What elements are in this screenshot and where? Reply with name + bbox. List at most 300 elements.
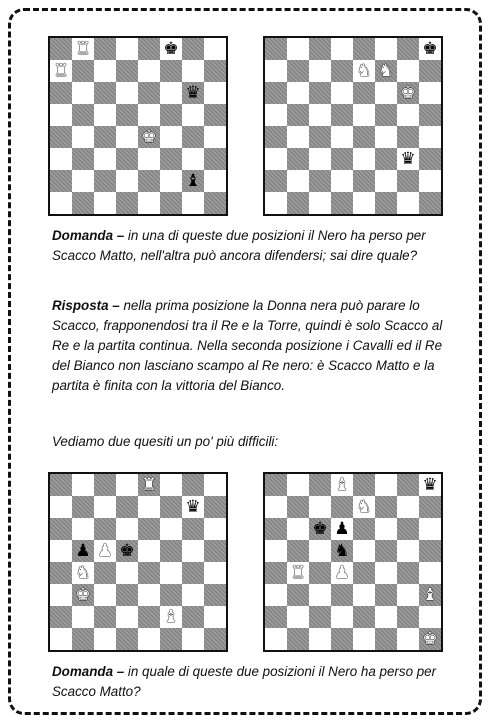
square-f7 (160, 496, 182, 518)
square-a7 (265, 496, 287, 518)
square-g1 (182, 628, 204, 650)
white-bishop-icon: ♝ (422, 584, 438, 605)
black-king-icon: ♚ (422, 38, 438, 59)
square-h2 (204, 606, 226, 628)
square-d5 (116, 104, 138, 126)
black-king-icon: ♚ (312, 518, 328, 539)
square-f2 (375, 170, 397, 192)
square-d5 (116, 540, 138, 562)
white-bishop-icon: ♝ (163, 606, 179, 627)
square-d1 (116, 192, 138, 214)
question-1-paragraph (52, 226, 452, 266)
square-a8 (50, 38, 72, 60)
square-g5 (397, 104, 419, 126)
black-queen-icon: ♛ (400, 148, 416, 169)
square-g6 (182, 518, 204, 540)
square-e3 (353, 584, 375, 606)
square-a5 (50, 540, 72, 562)
square-f3 (160, 584, 182, 606)
square-g7 (397, 496, 419, 518)
square-a4 (50, 562, 72, 584)
square-f3 (160, 148, 182, 170)
square-f3 (375, 584, 397, 606)
square-e4 (353, 126, 375, 148)
square-a6 (265, 518, 287, 540)
square-f1 (160, 192, 182, 214)
black-queen-icon: ♛ (185, 82, 201, 103)
square-d3 (331, 584, 353, 606)
square-f4 (160, 126, 182, 148)
intro-paragraph (52, 432, 452, 452)
square-a3 (265, 148, 287, 170)
black-bishop-icon: ♝ (185, 170, 201, 191)
square-b5 (287, 104, 309, 126)
square-d7 (331, 496, 353, 518)
square-a8 (50, 474, 72, 496)
square-c4 (309, 562, 331, 584)
square-g8 (182, 474, 204, 496)
square-a7 (50, 60, 72, 82)
square-d1 (331, 628, 353, 650)
square-d8 (116, 38, 138, 60)
square-c2 (94, 606, 116, 628)
question-1-text: in una di queste due posizioni il Nero ha perso per Scacco Matto, nell'altra può ancora difendersi; sai dire quale? (52, 228, 426, 263)
square-c7 (309, 496, 331, 518)
square-c5 (309, 540, 331, 562)
square-g3 (182, 148, 204, 170)
square-g5 (182, 104, 204, 126)
square-h8 (419, 474, 441, 496)
square-g4 (182, 126, 204, 148)
white-knight-icon: ♞ (356, 60, 372, 81)
square-c4 (309, 126, 331, 148)
square-h5 (204, 540, 226, 562)
square-a6 (265, 82, 287, 104)
square-a1 (265, 192, 287, 214)
square-e2 (353, 606, 375, 628)
white-king-icon: ♚ (400, 82, 416, 103)
white-rook-icon: ♜ (141, 474, 157, 495)
square-h3 (204, 148, 226, 170)
square-b7 (287, 496, 309, 518)
square-f7 (375, 60, 397, 82)
square-b1 (72, 192, 94, 214)
square-e2 (353, 170, 375, 192)
square-e1 (138, 192, 160, 214)
square-g4 (397, 562, 419, 584)
square-e1 (353, 192, 375, 214)
square-e7 (138, 60, 160, 82)
square-c3 (309, 584, 331, 606)
square-b4 (287, 562, 309, 584)
white-king-icon: ♚ (141, 126, 157, 147)
square-g8 (397, 474, 419, 496)
square-d4 (331, 126, 353, 148)
white-king-icon: ♚ (422, 628, 438, 649)
square-c3 (94, 584, 116, 606)
square-c2 (309, 606, 331, 628)
square-a1 (50, 192, 72, 214)
square-f6 (160, 518, 182, 540)
square-d2 (331, 170, 353, 192)
square-a8 (265, 38, 287, 60)
square-g1 (397, 192, 419, 214)
square-e8 (138, 474, 160, 496)
square-b8 (287, 474, 309, 496)
square-e6 (138, 82, 160, 104)
square-g2 (397, 170, 419, 192)
square-b2 (72, 170, 94, 192)
square-e5 (353, 540, 375, 562)
square-e6 (353, 82, 375, 104)
square-b4 (72, 126, 94, 148)
square-f7 (375, 496, 397, 518)
square-c8 (94, 474, 116, 496)
question-2-text: in quale di queste due posizioni il Nero ha perso per Scacco Matto? (52, 664, 437, 699)
square-c7 (94, 60, 116, 82)
square-c2 (309, 170, 331, 192)
square-f6 (160, 82, 182, 104)
square-b3 (287, 148, 309, 170)
square-b7 (72, 60, 94, 82)
square-h6 (419, 518, 441, 540)
square-f6 (375, 82, 397, 104)
chessboard-2 (263, 36, 443, 216)
square-b4 (72, 562, 94, 584)
square-f1 (375, 192, 397, 214)
square-f1 (160, 628, 182, 650)
square-d1 (331, 192, 353, 214)
square-g6 (182, 82, 204, 104)
square-b6 (287, 518, 309, 540)
square-b2 (287, 170, 309, 192)
square-g5 (182, 540, 204, 562)
square-h1 (419, 192, 441, 214)
square-c6 (94, 82, 116, 104)
square-g3 (397, 148, 419, 170)
square-e4 (138, 562, 160, 584)
square-d7 (116, 60, 138, 82)
square-f1 (375, 628, 397, 650)
square-d8 (116, 474, 138, 496)
square-b7 (72, 496, 94, 518)
square-e4 (138, 126, 160, 148)
square-g6 (397, 82, 419, 104)
square-e5 (353, 104, 375, 126)
square-h6 (204, 518, 226, 540)
square-f4 (375, 126, 397, 148)
square-b1 (287, 192, 309, 214)
square-h4 (204, 562, 226, 584)
square-a7 (50, 496, 72, 518)
square-h4 (204, 126, 226, 148)
square-a4 (50, 126, 72, 148)
square-b4 (287, 126, 309, 148)
square-b6 (287, 82, 309, 104)
square-d8 (331, 474, 353, 496)
square-e8 (353, 38, 375, 60)
square-g4 (182, 562, 204, 584)
square-h7 (204, 496, 226, 518)
square-d3 (331, 148, 353, 170)
black-queen-icon: ♛ (422, 474, 438, 495)
square-c8 (94, 38, 116, 60)
square-f8 (375, 474, 397, 496)
square-b8 (72, 474, 94, 496)
square-f6 (375, 518, 397, 540)
square-d2 (116, 606, 138, 628)
square-h7 (419, 60, 441, 82)
square-h3 (419, 584, 441, 606)
square-b3 (287, 584, 309, 606)
white-rook-icon: ♜ (75, 38, 91, 59)
square-a6 (50, 82, 72, 104)
square-d1 (116, 628, 138, 650)
square-h5 (204, 104, 226, 126)
square-e8 (353, 474, 375, 496)
square-e7 (353, 60, 375, 82)
square-e1 (138, 628, 160, 650)
white-rook-icon: ♜ (53, 60, 69, 81)
square-h7 (419, 496, 441, 518)
square-c5 (94, 540, 116, 562)
square-c7 (309, 60, 331, 82)
question-1-label: Domanda – (52, 228, 125, 243)
square-c2 (94, 170, 116, 192)
square-f3 (375, 148, 397, 170)
square-f5 (160, 104, 182, 126)
square-h4 (419, 126, 441, 148)
square-d8 (331, 38, 353, 60)
square-b5 (72, 540, 94, 562)
square-e7 (138, 496, 160, 518)
square-b6 (72, 82, 94, 104)
square-f8 (160, 474, 182, 496)
square-h3 (204, 584, 226, 606)
square-f8 (375, 38, 397, 60)
square-c8 (309, 474, 331, 496)
square-f8 (160, 38, 182, 60)
black-knight-icon: ♞ (334, 540, 350, 561)
square-h3 (419, 148, 441, 170)
square-h8 (419, 38, 441, 60)
square-c6 (309, 518, 331, 540)
black-pawn-icon: ♟ (334, 518, 350, 539)
square-b5 (72, 104, 94, 126)
square-g8 (182, 38, 204, 60)
square-f5 (375, 540, 397, 562)
square-h5 (419, 540, 441, 562)
square-e1 (353, 628, 375, 650)
square-f2 (160, 170, 182, 192)
answer-text: nella prima posizione la Donna nera può parare lo Scacco, frapponendosi tra il Re e la Torre, quindi è solo Scacco al Re e la partita continua. Nella seconda posizione i Cavalli ed il Re del Bianco non lasciano scampo al Re nero: è Scacco Matto e la partita è finita con la vittoria del Bianco. (52, 298, 443, 393)
square-a5 (50, 104, 72, 126)
square-d4 (331, 562, 353, 584)
square-f5 (160, 540, 182, 562)
square-h5 (419, 104, 441, 126)
square-h6 (204, 82, 226, 104)
square-g4 (397, 126, 419, 148)
square-g7 (397, 60, 419, 82)
square-a2 (265, 170, 287, 192)
square-e2 (138, 606, 160, 628)
square-a2 (265, 606, 287, 628)
white-knight-icon: ♞ (356, 496, 372, 517)
square-b5 (287, 540, 309, 562)
square-b8 (287, 38, 309, 60)
square-c3 (94, 148, 116, 170)
black-king-icon: ♚ (163, 38, 179, 59)
square-f5 (375, 104, 397, 126)
square-a1 (50, 628, 72, 650)
square-d3 (116, 584, 138, 606)
square-c7 (94, 496, 116, 518)
square-c1 (94, 628, 116, 650)
square-a3 (50, 148, 72, 170)
square-a4 (265, 562, 287, 584)
square-h2 (204, 170, 226, 192)
question-2-label: Domanda – (52, 664, 125, 679)
square-g2 (397, 606, 419, 628)
square-d3 (116, 148, 138, 170)
answer-label: Risposta – (52, 298, 120, 313)
square-e6 (353, 518, 375, 540)
square-h2 (419, 170, 441, 192)
white-pawn-icon: ♟ (334, 562, 350, 583)
square-f4 (375, 562, 397, 584)
square-c3 (309, 148, 331, 170)
square-e4 (353, 562, 375, 584)
chessboard-3 (48, 472, 228, 652)
square-d6 (116, 82, 138, 104)
square-d7 (116, 496, 138, 518)
black-pawn-icon: ♟ (75, 540, 91, 561)
white-pawn-icon: ♟ (97, 540, 113, 561)
black-queen-icon: ♛ (185, 496, 201, 517)
square-a5 (265, 540, 287, 562)
square-c5 (309, 104, 331, 126)
square-c5 (94, 104, 116, 126)
square-g1 (182, 192, 204, 214)
square-e6 (138, 518, 160, 540)
square-e3 (138, 148, 160, 170)
square-c4 (94, 126, 116, 148)
square-b2 (72, 606, 94, 628)
square-h2 (419, 606, 441, 628)
square-g5 (397, 540, 419, 562)
white-king-icon: ♚ (75, 584, 91, 605)
square-b1 (72, 628, 94, 650)
square-g3 (397, 584, 419, 606)
square-b2 (287, 606, 309, 628)
square-f7 (160, 60, 182, 82)
intro-text: Vediamo due quesiti un po' più difficili: (52, 434, 279, 449)
square-h1 (204, 628, 226, 650)
square-a7 (265, 60, 287, 82)
square-b8 (72, 38, 94, 60)
square-b7 (287, 60, 309, 82)
square-a5 (265, 104, 287, 126)
square-d6 (116, 518, 138, 540)
square-d5 (331, 104, 353, 126)
chessboard-4 (263, 472, 443, 652)
white-bishop-icon: ♝ (334, 474, 350, 495)
square-c8 (309, 38, 331, 60)
square-c1 (94, 192, 116, 214)
square-d4 (116, 126, 138, 148)
square-b6 (72, 518, 94, 540)
square-f2 (375, 606, 397, 628)
square-e5 (138, 104, 160, 126)
square-a3 (50, 584, 72, 606)
square-c1 (309, 628, 331, 650)
square-d7 (331, 60, 353, 82)
white-rook-icon: ♜ (290, 562, 306, 583)
square-d5 (331, 540, 353, 562)
square-b3 (72, 584, 94, 606)
square-a2 (50, 606, 72, 628)
square-a2 (50, 170, 72, 192)
square-g6 (397, 518, 419, 540)
white-knight-icon: ♞ (75, 562, 91, 583)
square-e3 (353, 148, 375, 170)
square-d2 (331, 606, 353, 628)
black-king-icon: ♚ (119, 540, 135, 561)
square-d6 (331, 518, 353, 540)
square-h1 (204, 192, 226, 214)
square-g7 (182, 60, 204, 82)
square-c1 (309, 192, 331, 214)
square-d4 (116, 562, 138, 584)
square-e3 (138, 584, 160, 606)
white-knight-icon: ♞ (378, 60, 394, 81)
square-c6 (309, 82, 331, 104)
square-e8 (138, 38, 160, 60)
square-c4 (94, 562, 116, 584)
square-a8 (265, 474, 287, 496)
square-c6 (94, 518, 116, 540)
square-a3 (265, 584, 287, 606)
square-e7 (353, 496, 375, 518)
square-h1 (419, 628, 441, 650)
square-h7 (204, 60, 226, 82)
square-b3 (72, 148, 94, 170)
square-a4 (265, 126, 287, 148)
square-g2 (182, 170, 204, 192)
square-h4 (419, 562, 441, 584)
square-g7 (182, 496, 204, 518)
square-g8 (397, 38, 419, 60)
square-f4 (160, 562, 182, 584)
square-d2 (116, 170, 138, 192)
square-d6 (331, 82, 353, 104)
square-e5 (138, 540, 160, 562)
square-a1 (265, 628, 287, 650)
square-f2 (160, 606, 182, 628)
square-h8 (204, 474, 226, 496)
square-g1 (397, 628, 419, 650)
square-g3 (182, 584, 204, 606)
square-b1 (287, 628, 309, 650)
square-a6 (50, 518, 72, 540)
question-2-paragraph (52, 662, 452, 702)
chessboard-1 (48, 36, 228, 216)
square-e2 (138, 170, 160, 192)
square-h8 (204, 38, 226, 60)
square-g2 (182, 606, 204, 628)
square-h6 (419, 82, 441, 104)
answer-paragraph (52, 296, 452, 396)
